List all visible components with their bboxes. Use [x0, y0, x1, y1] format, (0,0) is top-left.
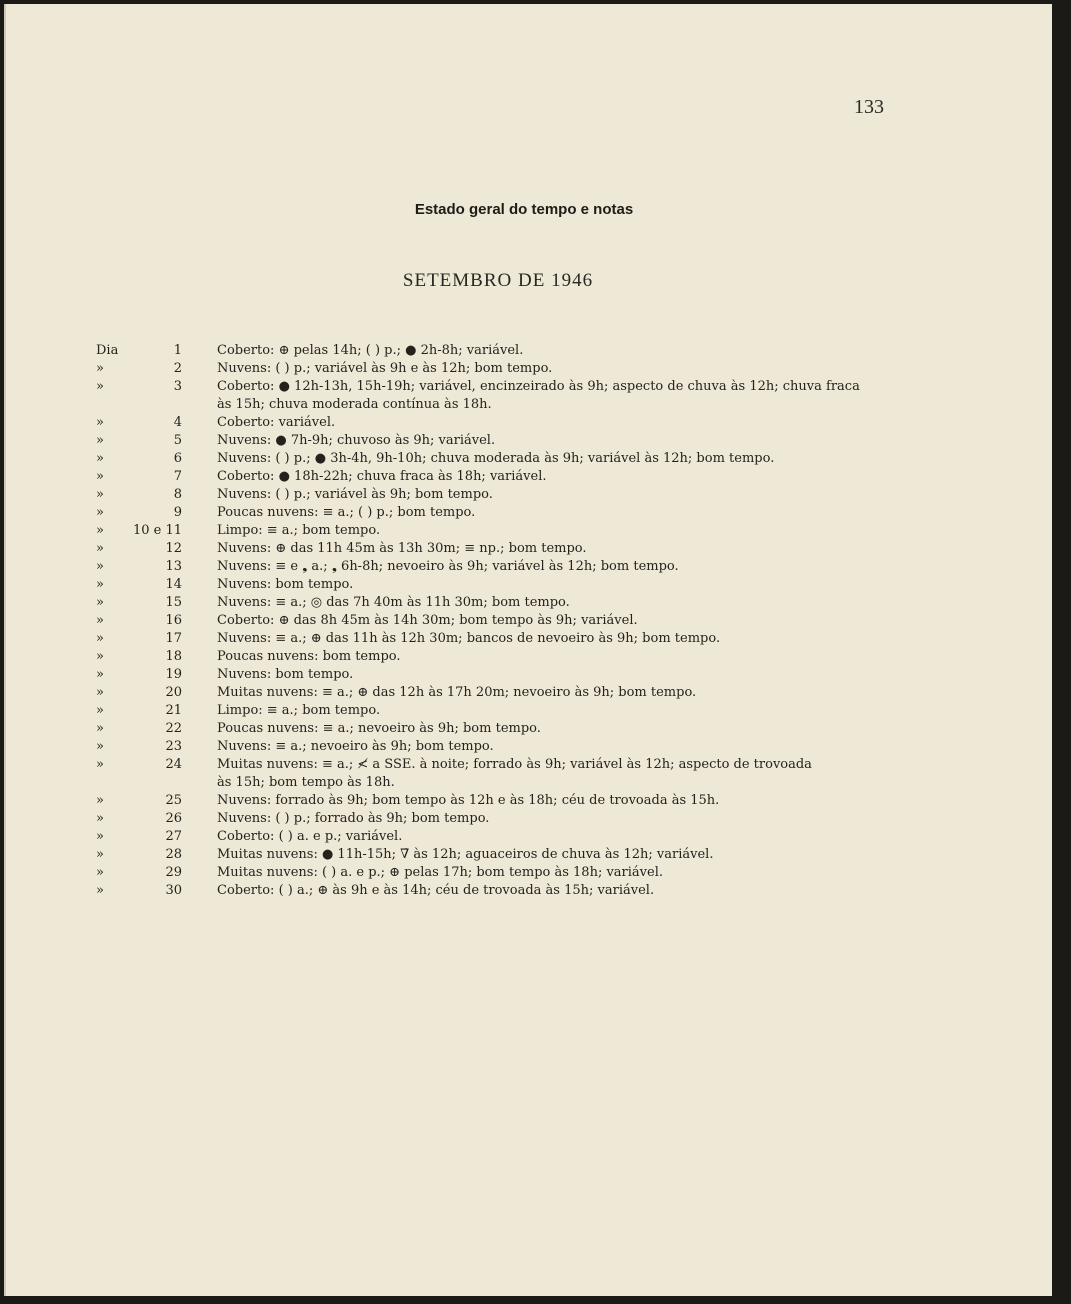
weather-note: Nuvens: ≡ a.; ◎ das 7h 40m às 11h 30m; bom tempo. — [217, 595, 570, 610]
day-number: 5 — [173, 433, 182, 448]
weather-note: Muitas nuvens: ≡ a.; ⊕ das 12h às 17h 20m; nevoeiro às 9h; bom tempo. — [217, 685, 697, 700]
weather-note-continuation: às 15h; bom tempo às 18h. — [217, 775, 395, 790]
section-heading: Estado geral do tempo e notas — [414, 201, 634, 218]
weather-note: Poucas nuvens: ≡ a.; ( ) p.; bom tempo. — [217, 505, 476, 520]
weather-note: Nuvens: ≡ e ❟ a.; ❟ 6h-8h; nevoeiro às 9h; variável às 12h; bom tempo. — [217, 559, 679, 574]
weather-note: Coberto: ⊕ pelas 14h; ( ) p.; ● 2h-8h; variável. — [217, 343, 524, 358]
weather-note: Limpo: ≡ a.; bom tempo. — [217, 523, 381, 538]
day-marker: » — [96, 757, 104, 772]
day-number: 21 — [165, 703, 182, 718]
weather-note: Coberto: variável. — [217, 415, 336, 430]
weather-note: Nuvens: ( ) p.; variável às 9h; bom tempo. — [217, 487, 493, 502]
day-number: 7 — [173, 469, 182, 484]
day-number: 30 — [165, 883, 182, 898]
day-marker: » — [96, 703, 104, 718]
day-marker: » — [96, 811, 104, 826]
weather-note: Coberto: ● 18h-22h; chuva fraca às 18h; variável. — [217, 469, 547, 484]
day-number: 13 — [165, 559, 182, 574]
day-marker: » — [96, 739, 104, 754]
day-marker: » — [96, 523, 104, 538]
day-number: 6 — [173, 451, 182, 466]
day-marker: » — [96, 433, 104, 448]
day-marker: » — [96, 595, 104, 610]
weather-note: Nuvens: ● 7h-9h; chuvoso às 9h; variável. — [217, 433, 496, 448]
day-marker: » — [96, 541, 104, 556]
day-marker: » — [96, 451, 104, 466]
weather-notes-list — [4, 4, 1052, 1296]
day-number: 16 — [165, 613, 182, 628]
day-number: 25 — [165, 793, 182, 808]
day-number: 29 — [165, 865, 182, 880]
day-number: 20 — [165, 685, 182, 700]
day-marker: » — [96, 829, 104, 844]
day-marker: » — [96, 649, 104, 664]
day-marker: » — [96, 631, 104, 646]
day-marker: » — [96, 577, 104, 592]
page-number: 133 — [854, 96, 884, 118]
weather-note: Nuvens: ( ) p.; forrado às 9h; bom tempo. — [217, 811, 490, 826]
day-marker: » — [96, 685, 104, 700]
weather-note: Nuvens: bom tempo. — [217, 577, 354, 592]
weather-note: Coberto: ( ) a. e p.; variável. — [217, 829, 403, 844]
day-number: 3 — [173, 379, 182, 394]
day-number: 12 — [165, 541, 182, 556]
day-marker: » — [96, 847, 104, 862]
day-number: 14 — [165, 577, 182, 592]
day-number: 18 — [165, 649, 182, 664]
day-marker: » — [96, 613, 104, 628]
weather-note: Nuvens: ( ) p.; variável às 9h e às 12h; bom tempo. — [217, 361, 553, 376]
day-marker: » — [96, 667, 104, 682]
day-number: 9 — [173, 505, 182, 520]
weather-note-continuation: às 15h; chuva moderada contínua às 18h. — [217, 397, 492, 412]
day-marker: » — [96, 469, 104, 484]
day-marker: » — [96, 883, 104, 898]
month-heading: SETEMBRO DE 1946 — [402, 270, 594, 291]
day-number: 17 — [165, 631, 182, 646]
day-number: 10 e 11 — [132, 523, 182, 538]
weather-note: Nuvens: ( ) p.; ● 3h-4h, 9h-10h; chuva moderada às 9h; variável às 12h; bom tempo. — [217, 451, 775, 466]
day-marker: Dia — [96, 343, 119, 358]
document-page — [4, 4, 1052, 1296]
weather-note: Nuvens: ⊕ das 11h 45m às 13h 30m; ≡ np.; bom tempo. — [217, 541, 587, 556]
weather-note: Muitas nuvens: ● 11h-15h; ∇̇ às 12h; aguaceiros de chuva às 12h; variável. — [217, 847, 714, 862]
day-number: 1 — [173, 343, 182, 358]
day-number: 28 — [165, 847, 182, 862]
day-marker: » — [96, 487, 104, 502]
day-number: 8 — [173, 487, 182, 502]
weather-note: Poucas nuvens: ≡ a.; nevoeiro às 9h; bom tempo. — [217, 721, 541, 736]
weather-note: Coberto: ( ) a.; ⊕ às 9h e às 14h; céu de trovoada às 15h; variável. — [217, 883, 655, 898]
day-marker: » — [96, 721, 104, 736]
day-marker: » — [96, 865, 104, 880]
day-number: 19 — [165, 667, 182, 682]
day-marker: » — [96, 361, 104, 376]
weather-note: Poucas nuvens: bom tempo. — [217, 649, 401, 664]
weather-note: Nuvens: forrado às 9h; bom tempo às 12h e às 18h; céu de trovoada às 15h. — [217, 793, 720, 808]
weather-note: Muitas nuvens: ≡ a.; ≮ a SSE. à noite; forrado às 9h; variável às 12h; aspecto de trovoada — [217, 757, 812, 772]
day-marker: » — [96, 793, 104, 808]
day-number: 2 — [173, 361, 182, 376]
weather-note: Muitas nuvens: ( ) a. e p.; ⊕ pelas 17h; bom tempo às 18h; variável. — [217, 865, 664, 880]
day-number: 24 — [165, 757, 182, 772]
day-number: 27 — [165, 829, 182, 844]
weather-note: Nuvens: bom tempo. — [217, 667, 354, 682]
day-marker: » — [96, 505, 104, 520]
day-number: 26 — [165, 811, 182, 826]
weather-note: Nuvens: ≡ a.; ⊕ das 11h às 12h 30m; bancos de nevoeiro às 9h; bom tempo. — [217, 631, 721, 646]
weather-note: Limpo: ≡ a.; bom tempo. — [217, 703, 381, 718]
weather-note: Coberto: ● 12h-13h, 15h-19h; variável, encinzeirado às 9h; aspecto de chuva às 12h; chuva fraca — [217, 379, 860, 394]
day-marker: » — [96, 379, 104, 394]
day-number: 23 — [165, 739, 182, 754]
weather-note: Coberto: ⊕ das 8h 45m às 14h 30m; bom tempo às 9h; variável. — [217, 613, 638, 628]
day-marker: » — [96, 415, 104, 430]
weather-note: Nuvens: ≡ a.; nevoeiro às 9h; bom tempo. — [217, 739, 494, 754]
day-number: 4 — [173, 415, 182, 430]
day-number: 22 — [165, 721, 182, 736]
day-number: 15 — [165, 595, 182, 610]
day-marker: » — [96, 559, 104, 574]
